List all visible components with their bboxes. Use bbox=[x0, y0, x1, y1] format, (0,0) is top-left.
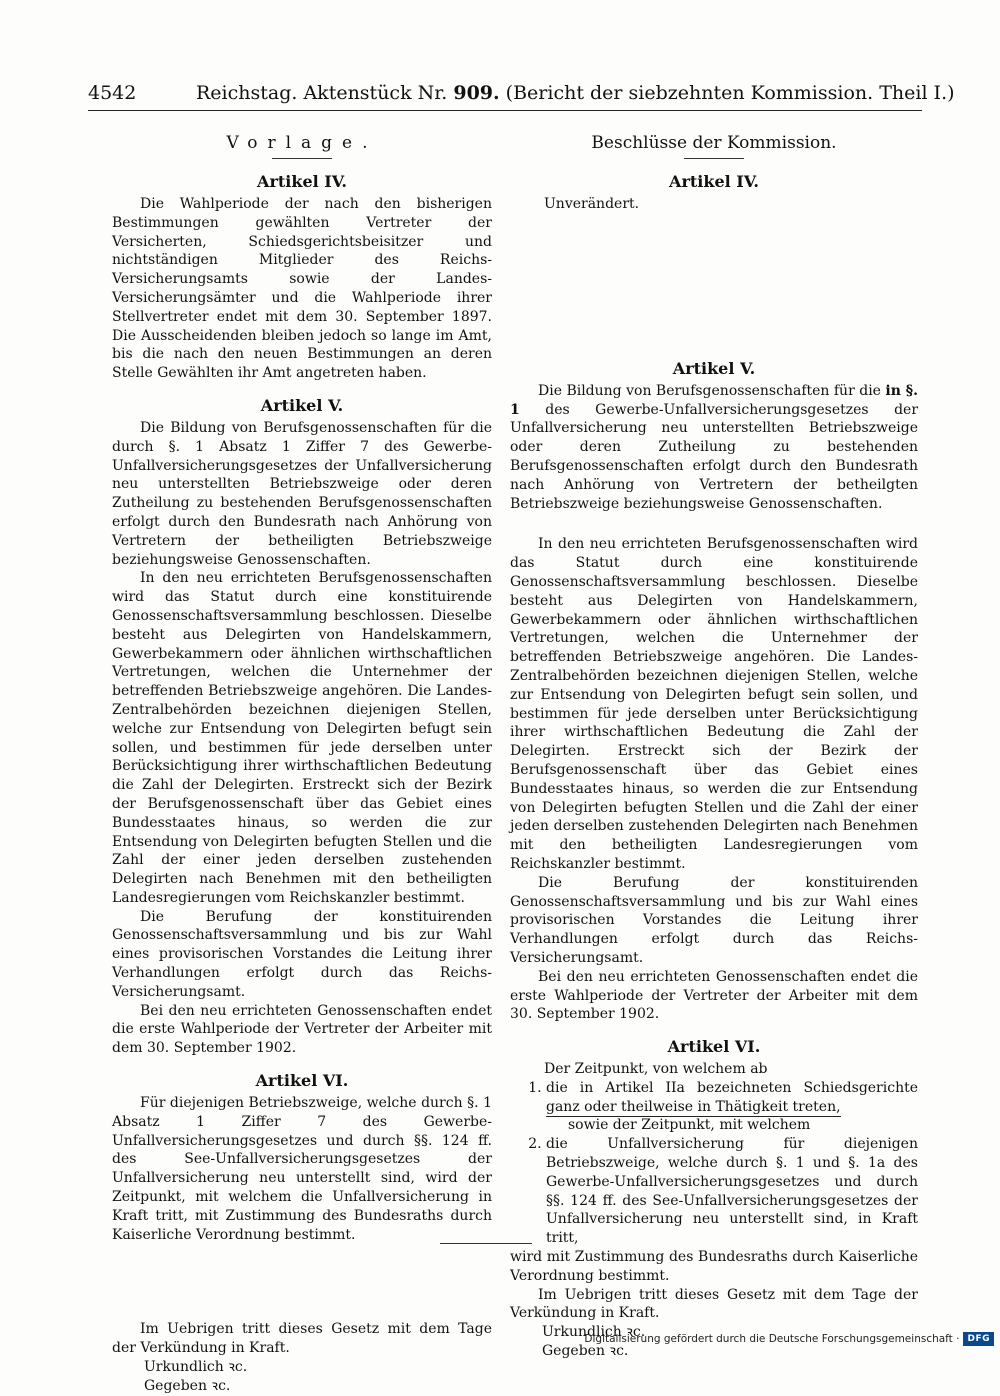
right-artikel-6-title: Artikel VI. bbox=[667, 1037, 761, 1057]
document-number: 909. bbox=[453, 82, 500, 104]
right-heading-rule bbox=[684, 158, 744, 159]
right-closing-clause: Im Uebrigen tritt dieses Gesetz mit dem Tage der Verkündung in Kraft. bbox=[510, 1286, 918, 1322]
right-artikel-6-outro: wird mit Zustimmung des Bundesraths durch Kaiserliche Verordnung bestimmt. bbox=[510, 1249, 918, 1284]
right-artikel-5-inserted-text: in §. 1 bbox=[510, 382, 918, 418]
right-spacer-1 bbox=[510, 214, 918, 236]
dfg-logo: DFG bbox=[963, 1332, 994, 1346]
right-artikel-5-para-2: In den neu errichteten Berufsgenossenschaften wird das Statut durch eine konstituirende Genossenschaftsversammlung beschlossen. Dieselbe besteht aus Delegirten von Handelskammern, Gewerbekammern oder ähnlichen wirthschaftlichen Vertretungen, welchen die Unternehmer der betreffenden Betriebszweige angehören. Die Landes-Zentralbehörden bezeichnen diejenigen Stellen, welche zur Entsendung von Delegirten befugt sein sollen, und bestimmen für jede derselben unter Berücksichtigung ihrer wirthschaftlichen Bedeutung die Zahl der Delegirten. Erstreckt sich der Bezirk der Berufsgenossenschaft über das Gebiet eines Bundesstaates hinaus, so werden die zur Entsendung von Delegirten befugten Stellen und die Zahl der einer jeden derselben zustehenden Delegirten nach Benehmen mit den betheiligten Landesregierungen vom Reichskanzler bestimmt. bbox=[510, 536, 918, 872]
right-artikel-6-item-2: 2. die Unfallversicherung für diejenigen Betriebszweige, welche durch §. 1 und §. 1a des Gewerbe-Unfallversicherungsgesetzes und durch §§. 124 ff. des See-Unfallversicherungsgesetzes der Unfallversicherung neu unterstellt sind, in Kraft tritt, bbox=[546, 1135, 918, 1248]
right-artikel-6-intro: Der Zeitpunkt, von welchem ab bbox=[544, 1061, 768, 1078]
right-artikel-4-title: Artikel IV. bbox=[669, 172, 759, 191]
left-artikel-5-para-2: In den neu errichteten Berufsgenossenschaften wird das Statut durch eine konstituirende Genossenschaftsversammlung beschlossen. Dieselbe besteht aus Delegirten von Handelskammern, Gewerbekammern oder ähnlichen wirthschaftlichen Vertretungen, welchen die Unternehmer der betreffenden Betriebszweige angehören. Die Landes-Zentralbehörden bezeichnen diejenigen Stellen, welche zur Entsendung von Delegirten befugt sein sollen, und bestimmen für jede derselben unter Berücksichtigung ihrer wirthschaftlichen Bedeutung die Zahl der Delegirten. Erstreckt sich der Bezirk der Berufsgenossenschaft über das Gebiet eines Bundesstaates hinaus, so werden die zur Entsendung von Delegirten befugten Stellen und die Zahl der einer jeden derselben zustehenden Delegirten nach Benehmen mit den betheiligten Landesregierungen vom Reichskanzler bestimmt. bbox=[112, 570, 492, 906]
left-column-heading: Vorlage. bbox=[226, 133, 378, 153]
right-signature-2: Gegeben ꝛc. bbox=[542, 1343, 629, 1360]
right-signature-1: Urkundlich ꝛc. bbox=[542, 1324, 646, 1341]
right-artikel-4-text: Unverändert. bbox=[544, 196, 640, 212]
right-spacer-7 bbox=[510, 513, 918, 535]
left-artikel-6-title: Artikel VI. bbox=[255, 1071, 349, 1091]
left-artikel-5-title: Artikel V. bbox=[260, 395, 344, 415]
left-artikel-5-para-4: Bei den neu errichteten Genossenschaften endet die erste Wahlperiode der Vertreter der Arbeiter mit dem 30. September 1902. bbox=[112, 1002, 492, 1057]
left-artikel-5-para-3: Die Berufung der konstituirenden Genossenschaftsversammlung und bis zur Wahl eines provisorischen Vorstandes die Leitung ihrer Verhandlungen erfolgt durch das Reichs-Versicherungsamt. bbox=[112, 908, 492, 1000]
end-rule bbox=[440, 1243, 532, 1244]
right-artikel-5-para-1-start: Die Bildung von Berufsgenossenschaften für die bbox=[538, 382, 881, 399]
footer-text: Digitalisierung gefördert durch die Deutsche Forschungsgemeinschaft · bbox=[584, 1333, 960, 1345]
running-header bbox=[88, 80, 955, 110]
right-spacer-3 bbox=[510, 258, 918, 280]
right-artikel-6-item-1 bbox=[546, 1079, 918, 1117]
right-artikel-6-list bbox=[510, 1079, 918, 1117]
digitization-footer bbox=[584, 1331, 994, 1347]
left-artikel-4-text: Die Wahlperiode der nach den bisherigen Bestimmungen gewählten Vertreter der Versicherten, Schiedsgerichtsbeisitzer und nichtständigen Mitglieder des Reichs-Versicherungsamts sowie der Landes-Versicherungsämter und die Wahlperiode ihrer Stellvertreter endet mit dem 30. September 1897. Die Ausscheidenden bleiben jedoch so lange im Amt, bis die nach den neuen Bestimmungen an deren Stelle Gewählten ihr Amt angetreten haben. bbox=[112, 196, 492, 382]
left-signature-1: Urkundlich ꝛc. bbox=[144, 1359, 248, 1376]
right-column-beschluesse bbox=[510, 128, 918, 1361]
right-artikel-6-middle: sowie der Zeitpunkt, mit welchem bbox=[568, 1117, 811, 1134]
right-spacer-4 bbox=[510, 280, 918, 302]
left-column-vorlage bbox=[112, 128, 492, 1396]
right-artikel-5-title: Artikel V. bbox=[672, 358, 756, 378]
running-head-subtitle: (Bericht der siebzehnten Kommission. Theil I.) bbox=[505, 82, 955, 104]
right-artikel-6-item-1-text: die in Artikel IIa bezeichneten Schiedsgerichte bbox=[546, 1079, 918, 1096]
right-artikel-6-item-1-underlined: ganz oder theilweise in Thätigkeit treten, bbox=[546, 1098, 841, 1115]
running-head bbox=[196, 82, 955, 104]
left-closing-clause: Im Uebrigen tritt dieses Gesetz mit dem Tage der Verkündung in Kraft. bbox=[112, 1321, 492, 1357]
running-head-title: Reichstag. Aktenstück Nr. bbox=[196, 82, 448, 104]
left-heading-rule bbox=[272, 158, 332, 159]
right-column-heading: Beschlüsse der Kommission. bbox=[591, 133, 837, 153]
right-spacer-6 bbox=[510, 324, 918, 346]
right-artikel-5-para-3: Die Berufung der konstituirenden Genossenschaftsversammlung und bis zur Wahl eines provisorischen Vorstandes die Leitung ihrer Verhandlungen erfolgt durch das Reichs-Versicherungsamt. bbox=[510, 874, 918, 966]
page-number: 4542 bbox=[88, 82, 137, 104]
left-artikel-5-para-1: Die Bildung von Berufsgenossenschaften für die durch §. 1 Absatz 1 Ziffer 7 des Gewerbe-Unfallversicherungsgesetzes der Unfallversicherung neu unterstellten Betriebszweige oder deren Zutheilung zu bestehenden Berufsgenossenschaften erfolgt durch den Bundesrath nach Anhörung von Vertretern der betheiligten Betriebszweige beziehungsweise Genossenschaften. bbox=[112, 419, 492, 568]
right-artikel-5-para-1 bbox=[510, 382, 918, 514]
left-signature-2: Gegeben ꝛc. bbox=[144, 1378, 231, 1395]
header-rule bbox=[88, 110, 922, 111]
right-spacer-5 bbox=[510, 302, 918, 324]
left-spacer bbox=[112, 1244, 492, 1320]
left-artikel-6-text: Für diejenigen Betriebszweige, welche durch §. 1 Absatz 1 Ziffer 7 des Gewerbe-Unfallversicherungsgesetzes und durch §§. 124 ff. des See-Unfallversicherungsgesetzes der Unfallversicherung neu unterstellt sind, wird der Zeitpunkt, mit welchem die Unfallversicherung in Kraft tritt, mit Zustimmung des Bundesraths durch Kaiserliche Verordnung bestimmt. bbox=[112, 1095, 492, 1243]
right-artikel-5-para-4: Bei den neu errichteten Genossenschaften endet die erste Wahlperiode der Vertreter der Arbeiter mit dem 30. September 1902. bbox=[510, 968, 918, 1023]
left-artikel-4-title: Artikel IV. bbox=[257, 172, 347, 191]
right-artikel-5-para-1-rest: des Gewerbe-Unfallversicherungsgesetzes der Unfallversicherung neu unterstellten Betriebszweige oder deren Zutheilung zu bestehenden Berufsgenossenschaften erfolgt durch den Bundesrath nach Anhörung von Vertretern der betheilgten Betriebszweige beziehungsweise Genossenschaften. bbox=[510, 401, 919, 512]
right-artikel-6-list-2 bbox=[510, 1135, 918, 1248]
right-spacer-2 bbox=[510, 236, 918, 258]
